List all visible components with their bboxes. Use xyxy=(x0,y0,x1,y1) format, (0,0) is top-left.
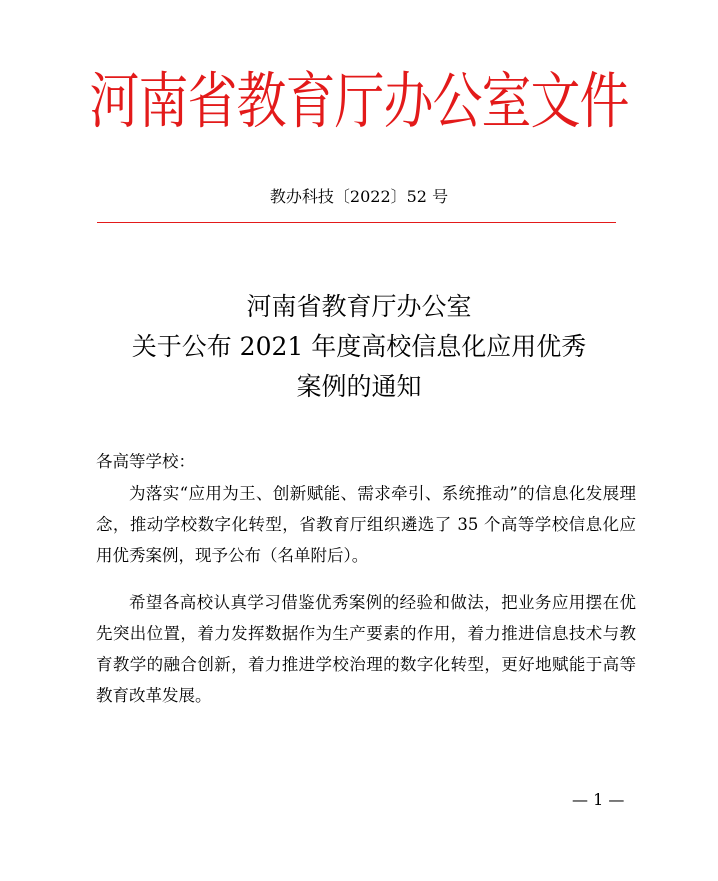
paragraph-text: 希望各高校认真学习借鉴优秀案例的经验和做法，把业务应用摆在优先突出位置，着力发挥数据作为生产要素的作用，着力推进信息技术与教育教学的融合创新，着力推进学校治理的数字化转型，更好地赋能于高等教育改革发展。 xyxy=(96,593,636,705)
salutation: 各高等学校： xyxy=(96,452,195,471)
document-header-title: 河南省教育厅办公室文件 xyxy=(89,65,629,137)
notice-title xyxy=(0,287,718,407)
page-number: — 1 — xyxy=(572,790,625,809)
notice-title-line-3: 案例的通知 xyxy=(296,372,422,401)
body-paragraph-2 xyxy=(96,587,636,711)
paragraph-text: 为落实“应用为王、创新赋能、需求牵引、系统推动”的信息化发展理念，推动学校数字化转型，省教育厅组织遴选了 35 个高等学校信息化应用优秀案例，现予公布（名单附后）。 xyxy=(96,484,636,565)
notice-title-line-2: 关于公布 2021 年度高校信息化应用优秀 xyxy=(131,332,587,361)
body-paragraph-1 xyxy=(96,478,636,571)
red-divider-line xyxy=(97,222,616,223)
document-number: 教办科技〔2022〕52 号 xyxy=(269,187,449,206)
notice-title-line-1: 河南省教育厅办公室 xyxy=(246,292,472,321)
